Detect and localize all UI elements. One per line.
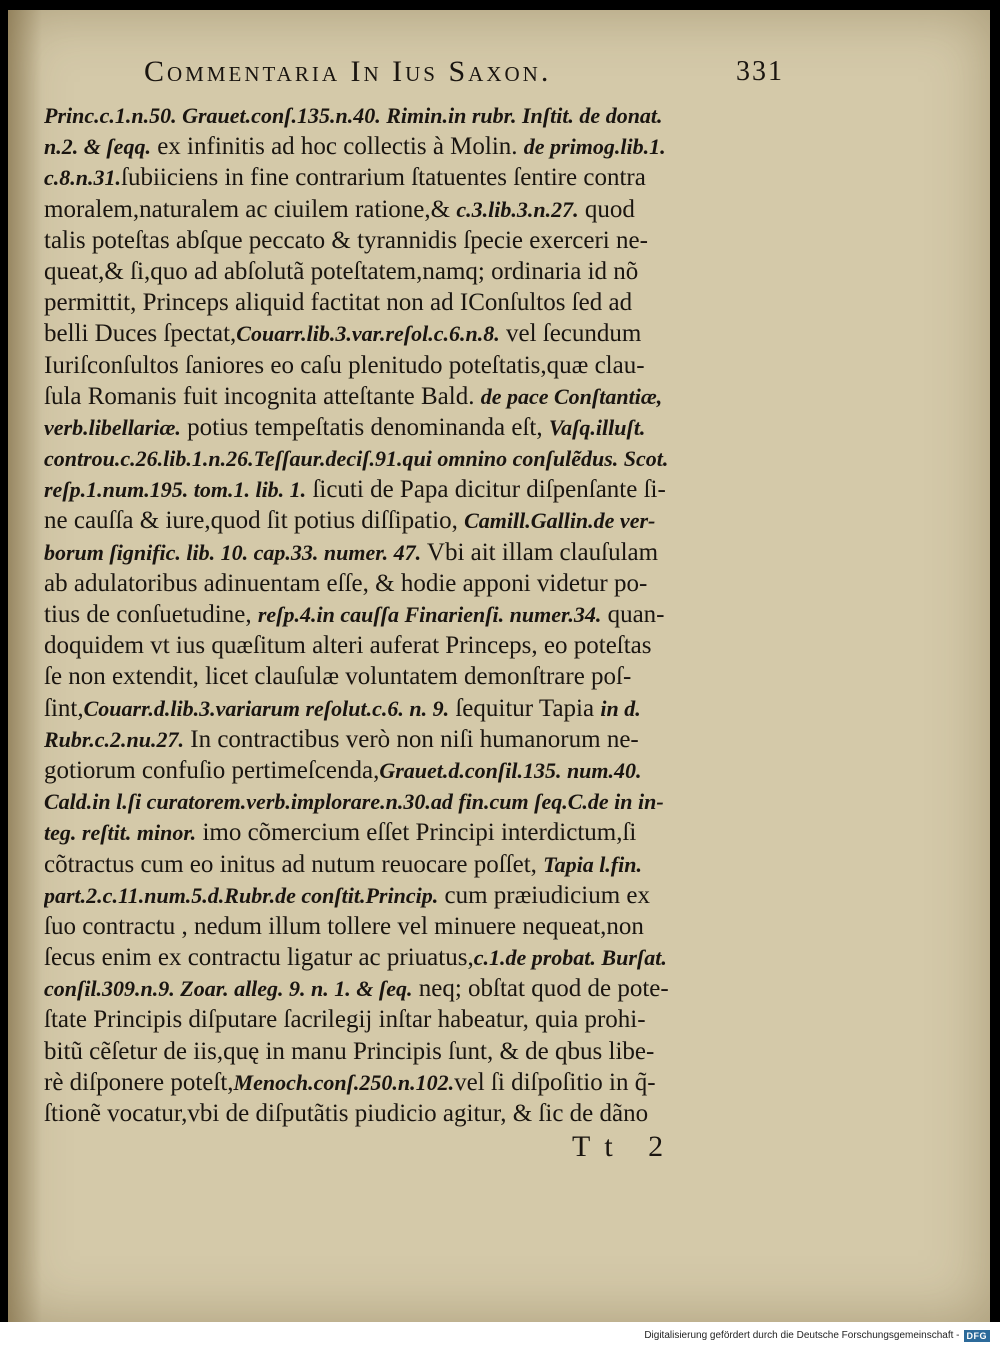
citation-text: conſil.309.n.9. Zoar. alleg. 9. n. 1. & ſeq. [44, 976, 413, 1002]
body-text: ſicuti de Papa dicitur diſpenſante ſi- [306, 476, 666, 504]
text-line [44, 693, 796, 724]
body-text: ſubiiciens in fine contrarium ſtatuentes ſentire contra [121, 164, 646, 192]
body-text: bitũ cẽſetur de iis,quę in manu Principis ſunt, & de qbus libe- [44, 1037, 655, 1065]
footer-credit: Digitalisierung gefördert durch die Deutsche Forschungsgemeinschaft - [644, 1330, 960, 1341]
body-text: rè diſponere poteſt, [44, 1068, 234, 1096]
citation-text: Menoch.conſ.250.n.102. [233, 1069, 455, 1095]
text-line [44, 849, 796, 880]
text-line [44, 817, 796, 848]
citation-text: de primog.lib.1. [523, 134, 666, 160]
body-text: ſecus enim ex contractu ligatur ac priuatus, [44, 944, 474, 972]
body-text: ſequitur Tapia [449, 694, 601, 722]
body-text: ne cauſſa & iure,quod ſit potius diſſipatio, [44, 507, 465, 535]
citation-text: Vaſq.illuſt. [548, 414, 646, 440]
page-header [144, 50, 784, 94]
page-number: 331 [736, 56, 784, 87]
text-line [44, 880, 796, 911]
body-text: ab adulatoribus adinuentam eſſe, & hodie apponi videtur po- [44, 569, 648, 597]
footer-bar [0, 1322, 1000, 1349]
body-text: moralem,naturalem ac ciuilem ratione,& [44, 195, 457, 223]
body-text: permittit, Princeps aliquid factitat non ad IConſultos ſed ad [44, 289, 633, 317]
citation-text: c.3.lib.3.n.27. [456, 196, 579, 222]
citation-text: Grauet.d.conſil.135. num.40. [379, 757, 642, 783]
text-line [44, 412, 796, 443]
citation-text: borum ſignific. lib. 10. cap.33. numer. 47. [44, 539, 422, 565]
body-text: ſint, [44, 694, 84, 722]
body-text: ſtate Principis diſputare ſacrilegij inſtar habeatur, quia prohi- [44, 1006, 646, 1034]
text-line [44, 287, 796, 318]
body-text: cõtractus cum eo initus ad nutum reuocare poſſet, [44, 850, 544, 878]
citation-text: verb.libellariæ. [44, 414, 181, 440]
text-line [44, 318, 796, 349]
text-line [44, 100, 796, 131]
body-text: potius tempeſtatis denominanda eſt, [180, 413, 549, 441]
citation-text: part.2.c.11.num.5.d.Rubr.de conſtit.Princip. [44, 882, 439, 908]
citation-text: Camill.Gallin.de ver- [464, 508, 656, 534]
citation-text: controu.c.26.lib.1.n.26.Teſſaur.deciſ.91.qui omnino conſulẽdus. Scot. [44, 446, 669, 472]
body-text: doquidem vt ius quæſitum alteri auferat Princeps, eo poteſtas [44, 632, 652, 660]
body-text: ſtionẽ vocatur,vbi de diſputãtis pіudicio agitur, & ſic de dãno [44, 1100, 649, 1127]
text-line [44, 162, 796, 193]
text-line [44, 1067, 796, 1098]
citation-text: reſp.1.num.195. tom.1. lib. 1. [44, 477, 307, 503]
text-line [44, 225, 796, 256]
text-line [44, 1004, 796, 1035]
text-line [44, 443, 796, 474]
body-text: ſe non extendit, licet clauſulæ voluntatem demonſtrare poſ- [44, 663, 632, 691]
citation-text: Princ.c.1.n.50. Grauet.conſ.135.n.40. Rimin.in rubr. Inſtit. de donat. [44, 103, 663, 128]
body-text: belli Duces ſpectat, [44, 320, 237, 348]
body-text: talis poteſtas abſque peccato & tyrannidis ſpecie exerceri ne- [44, 226, 648, 254]
body-text: tius de conſuetudine, [44, 601, 258, 628]
body-text: vel ſecundum [499, 320, 642, 348]
body-text: ex infinitis ad hoc collectis à Molin. [150, 133, 524, 161]
citation-text: Rubr.c.2.nu.27. [44, 726, 184, 752]
text-line [44, 505, 796, 536]
citation-text: n.2. & ſeqq. [44, 134, 151, 160]
text-line [44, 599, 796, 630]
body-text: Iuriſconſultos ſaniores eo caſu plenitudo poteſtatis,quæ clau- [44, 351, 645, 379]
body-text: neq; obſtat quod de pote- [412, 975, 669, 1003]
citation-text: in d. [600, 695, 641, 721]
citation-text: reſp.4.in cauſſa Finarienſi. numer.34. [257, 602, 602, 627]
page-gutter-shadow [8, 10, 42, 1322]
body-text: vel ſi diſpoſitio in q̃- [454, 1068, 656, 1096]
text-line [44, 256, 796, 287]
text-line [44, 942, 796, 973]
text-line [44, 1098, 796, 1129]
text-line [44, 755, 796, 786]
body-text: Vbi ait illam clauſulam [421, 538, 659, 566]
dfg-logo: DFG [964, 1330, 991, 1342]
text-line [44, 630, 796, 661]
body-text: gotiorum confuſio pertimeſcenda, [44, 756, 380, 784]
text-line [44, 194, 796, 225]
citation-text: c.1.de probat. Burſat. [473, 945, 667, 971]
citation-text: de pace Conſtantiæ, [480, 383, 663, 409]
body-text: In contractibus verò non niſi humanorum ne- [184, 725, 639, 753]
body-text: queat,& ſi,quo ad abſolutã poteſtatem,namq; ordinaria id nõ [44, 257, 639, 285]
citation-text: teg. reſtit. minor. [44, 820, 197, 846]
text-line [44, 661, 796, 692]
body-text: ſula Romanis fuit incognita atteſtante Bald. [44, 382, 481, 410]
citation-text: c.8.n.31. [44, 165, 121, 191]
citation-text: Cald.in l.ſi curatorem.verb.implorare.n.30.ad fin.cum ſeq.C.de in in- [44, 789, 664, 815]
text-line [44, 350, 796, 381]
citation-text: Couarr.d.lib.3.variarum reſolut.c.6. n. 9. [83, 695, 450, 721]
text-line [44, 568, 796, 599]
running-title: Commentaria In Ius Saxon. [144, 55, 552, 88]
text-line [44, 474, 796, 505]
text-block [44, 100, 796, 1129]
citation-text: Couarr.lib.3.var.reſol.c.6.n.8. [236, 321, 500, 347]
text-line [44, 131, 796, 162]
body-text: imo cõmercium eſſet Principi interdictum,ſi [196, 819, 637, 847]
body-text: ſuo contractu , nedum illum tollere vel minuere nequeat,non [44, 912, 644, 940]
catchword-signature: Tt 2 [572, 1130, 678, 1163]
text-line [44, 1036, 796, 1067]
citation-text: Tapia l.fin. [543, 851, 642, 877]
text-line [44, 537, 796, 568]
body-text: cum præiudicium ex [438, 881, 650, 909]
text-line [44, 724, 796, 755]
text-line [44, 381, 796, 412]
text-line [44, 911, 796, 942]
text-line [44, 973, 796, 1004]
text-line [44, 786, 796, 817]
body-text: quan- [601, 601, 665, 628]
body-text: quod [578, 195, 635, 223]
